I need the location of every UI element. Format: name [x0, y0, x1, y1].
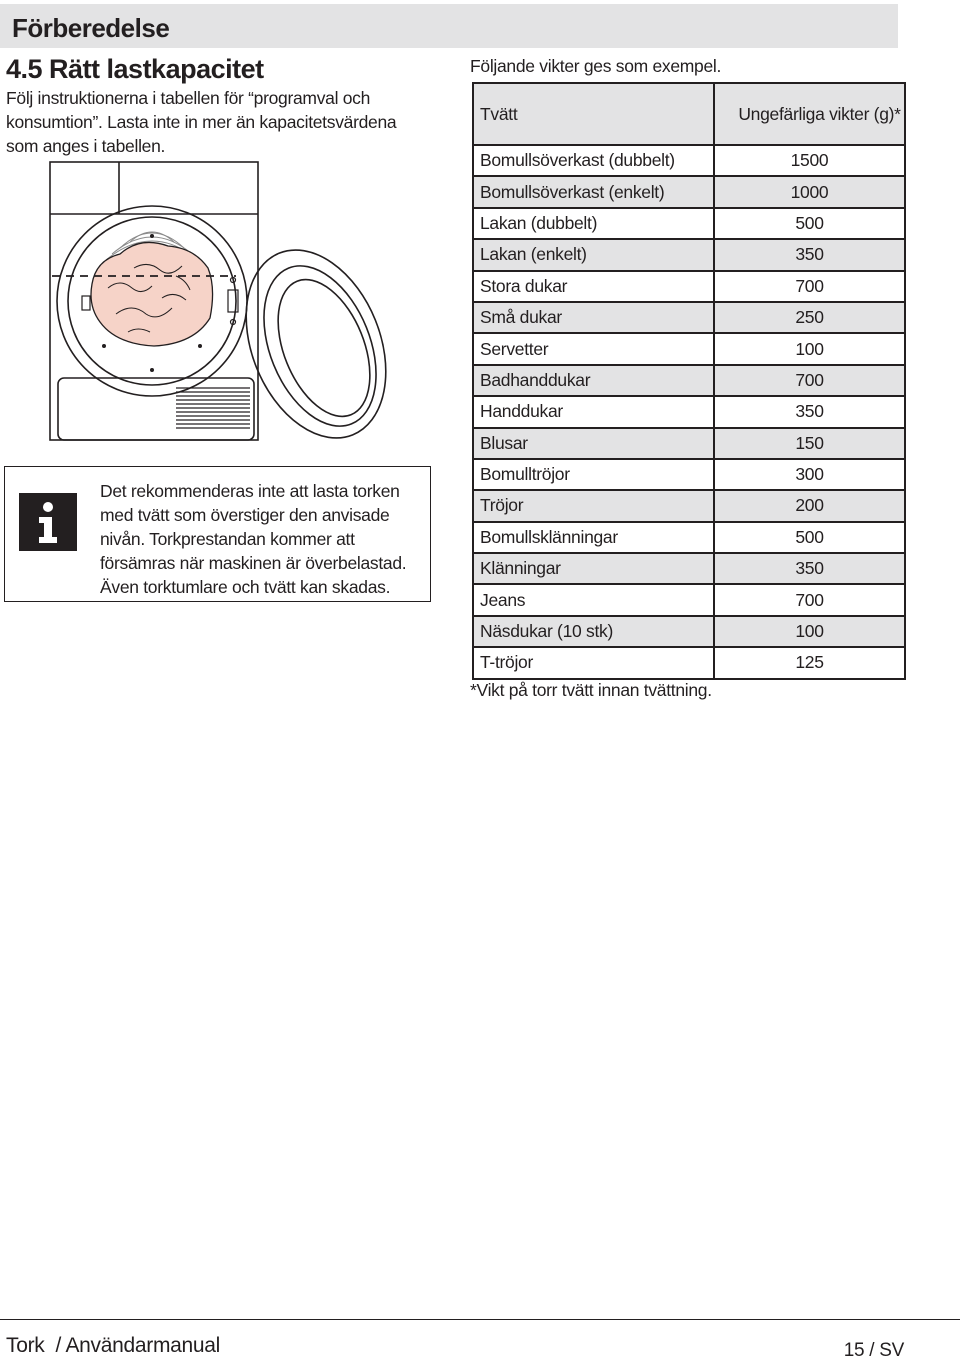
laundry-load: [91, 242, 213, 346]
column-header-weight: Ungefärliga vikter (g)*: [714, 83, 905, 145]
table-intro: Följande vikter ges som exempel.: [470, 56, 722, 76]
column-header-item: Tvätt: [473, 83, 714, 145]
table-row: [473, 490, 905, 521]
row-item: Små dukar: [473, 302, 714, 333]
table-row: [473, 239, 905, 270]
table-row: [473, 553, 905, 584]
row-item: Klänningar: [473, 553, 714, 584]
row-item: Tröjor: [473, 490, 714, 521]
footer-divider: [0, 1319, 960, 1320]
table-footnote: *Vikt på torr tvätt innan tvättning.: [470, 680, 712, 700]
table-row: [473, 271, 905, 302]
row-weight: 350: [714, 239, 905, 270]
row-weight: 150: [714, 428, 905, 459]
row-item: Bomullsöverkast (dubbelt): [473, 145, 714, 176]
row-item: Bomullsklänningar: [473, 522, 714, 553]
table-row: [473, 522, 905, 553]
row-weight: 1000: [714, 176, 905, 207]
table-row: [473, 365, 905, 396]
open-door: [220, 229, 394, 446]
page-header-title: Förberedelse: [12, 13, 170, 43]
row-item: Lakan (enkelt): [473, 239, 714, 270]
table-row: [473, 647, 905, 678]
row-weight: 350: [714, 396, 905, 427]
table-row: [473, 396, 905, 427]
row-weight: 1500: [714, 145, 905, 176]
footer-manual-title: Tork / Användarmanual: [6, 1334, 221, 1357]
info-box: [4, 466, 431, 602]
row-item: Lakan (dubbelt): [473, 208, 714, 239]
vent-grille: [176, 388, 250, 428]
table-row: [473, 208, 905, 239]
row-weight: 350: [714, 553, 905, 584]
section-intro: Följ instruktionerna i tabellen för “programval och konsumtion”. Lasta inte in mer än kapacitetsvärdena som anges i tabellen.: [6, 88, 397, 156]
row-weight: 700: [714, 584, 905, 615]
row-item: Servetter: [473, 333, 714, 364]
row-weight: 500: [714, 208, 905, 239]
row-item: Bomullsöverkast (enkelt): [473, 176, 714, 207]
row-item: Handdukar: [473, 396, 714, 427]
table-body: [473, 145, 905, 679]
header-bar: [0, 4, 898, 48]
table-row: [473, 176, 905, 207]
table-row: [473, 145, 905, 176]
row-item: T-tröjor: [473, 647, 714, 678]
weights-table: [472, 82, 906, 680]
row-weight: 100: [714, 616, 905, 647]
row-weight: 700: [714, 271, 905, 302]
row-weight: 500: [714, 522, 905, 553]
table-row: [473, 302, 905, 333]
table-row: [473, 428, 905, 459]
section-title: 4.5 Rätt lastkapacitet: [6, 54, 264, 84]
table-header-row: [473, 83, 905, 145]
row-item: Blusar: [473, 428, 714, 459]
row-item: Badhanddukar: [473, 365, 714, 396]
row-item: Jeans: [473, 584, 714, 615]
row-item: Stora dukar: [473, 271, 714, 302]
info-text: Det rekommenderas inte att lasta torken med tvätt som överstiger den anvisade nivån. Torkprestandan kommer att försämras när maskinen är överbelastad. Även torktumlare och tvätt kan skadas.: [100, 481, 407, 597]
dryer-illustration: [44, 156, 394, 446]
row-item: Bomulltröjor: [473, 459, 714, 490]
footer-page-number: 15 / SV: [843, 1340, 904, 1361]
table-row: [473, 584, 905, 615]
row-weight: 300: [714, 459, 905, 490]
table-row: [473, 616, 905, 647]
row-weight: 100: [714, 333, 905, 364]
row-item: Näsdukar (10 stk): [473, 616, 714, 647]
row-weight: 250: [714, 302, 905, 333]
row-weight: 700: [714, 365, 905, 396]
row-weight: 200: [714, 490, 905, 521]
table-row: [473, 333, 905, 364]
info-icon: [19, 493, 77, 551]
row-weight: 125: [714, 647, 905, 678]
table-row: [473, 459, 905, 490]
